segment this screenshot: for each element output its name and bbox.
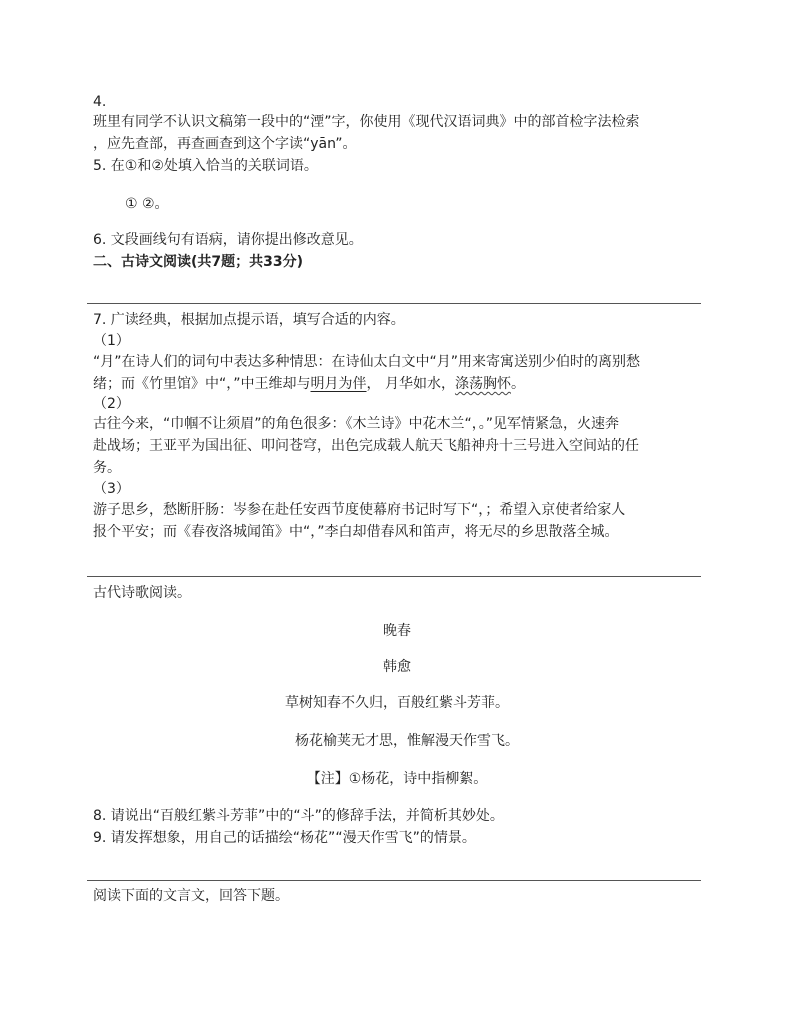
q7-part-1-underlined-hint: 明月为伴 bbox=[310, 376, 367, 392]
section-2-heading: 二、古诗文阅读(共7题；共33分) bbox=[93, 254, 304, 270]
q7-part-2-line-2: 赴战场；王亚平为国出征、叩问苍穹，出色完成载人航天飞船神舟十三号进入空间站的任 bbox=[93, 438, 639, 454]
divider bbox=[87, 880, 701, 881]
divider bbox=[87, 576, 701, 577]
poem-title: 晚春 bbox=[383, 623, 411, 639]
q7-part-2-line-3: 务。 bbox=[93, 460, 121, 476]
q7-part-1-line-2 bbox=[93, 374, 525, 394]
divider bbox=[87, 303, 701, 304]
q7-part-1-line-1: “月”在诗人们的词句中表达多种情思：在诗仙太白文中“月”用来寄寓送别少伯时的离别愁 bbox=[93, 354, 641, 370]
q7-intro: 7. 广读经典，根据加点提示语，填写合适的内容。 bbox=[93, 312, 405, 328]
q4-line-2: ，应先查部，再查画查到这个字读“yān”。 bbox=[93, 136, 357, 152]
poem-note: 【注】①杨花，诗中指柳絮。 bbox=[306, 771, 488, 787]
q7-part-1-text-e: 。 bbox=[510, 376, 525, 392]
reading-intro: 阅读下面的文言文，回答下题。 bbox=[93, 888, 289, 904]
q7-part-1-text-a: 绪；而《竹里馆》中“，”中王维却与 bbox=[93, 376, 311, 392]
q6-question: 6. 文段画线句有语病，请你提出修改意见。 bbox=[93, 232, 363, 248]
q7-part-1-wavy-hint: 涤荡胸怀 bbox=[454, 376, 511, 392]
q7-part-2-number: （2） bbox=[93, 396, 130, 412]
q4-number: 4. bbox=[93, 94, 107, 110]
poem-line-2: 杨花榆荚无才思，惟解漫天作雪飞。 bbox=[295, 733, 519, 749]
q7-part-3-line-1: 游子思乡，愁断肝肠：岑参在赴任安西节度使幕府书记时写下“，；希望入京使者给家人 bbox=[93, 502, 626, 518]
q8-question: 8. 请说出“百般红紫斗芳菲”中的“斗”的修辞手法，并简析其妙处。 bbox=[93, 808, 504, 824]
poem-intro: 古代诗歌阅读。 bbox=[93, 585, 191, 601]
q7-part-2-line-1: 古往今来，“巾帼不让须眉”的角色很多：《木兰诗》中花木兰“，。”见军情紧急，火速奔 bbox=[93, 416, 620, 432]
q4-line-1: 班里有同学不认识文稿第一段中的“湮”字，你使用《现代汉语词典》中的部首检字法检索 bbox=[93, 114, 640, 130]
q5-question: 5. 在①和②处填入恰当的关联词语。 bbox=[93, 158, 318, 174]
q9-question: 9. 请发挥想象，用自己的话描绘“杨花”“漫天作雪飞”的情景。 bbox=[93, 830, 476, 846]
q7-part-1-text-c: ， 月华如水， bbox=[366, 376, 455, 392]
q7-part-3-line-2: 报个平安；而《春夜洛城闻笛》中“，”李白却借春风和笛声，将无尽的乡思散落全城。 bbox=[93, 524, 619, 540]
q7-part-1-number: （1） bbox=[93, 333, 130, 349]
poem-author: 韩愈 bbox=[383, 659, 411, 675]
poem-line-1: 草树知春不久归，百般红紫斗芳菲。 bbox=[285, 695, 509, 711]
q5-answer-blanks: ① ②。 bbox=[125, 196, 169, 212]
q7-part-3-number: （3） bbox=[93, 481, 130, 497]
